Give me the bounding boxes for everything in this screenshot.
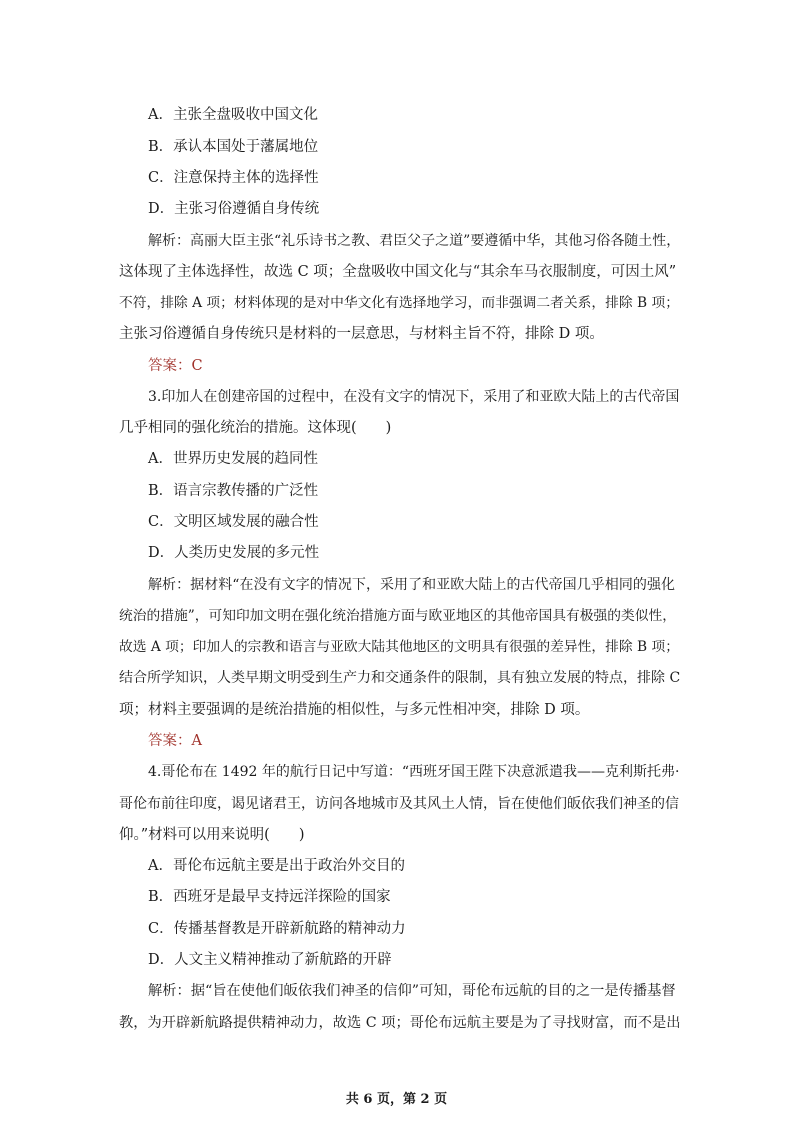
q3-analysis-line: 结合所学知识，人类早期文明受到生产力和交通条件的限制，具有独立发展的特点，排除 C bbox=[119, 670, 681, 686]
q2-analysis-line: 不符，排除 A 项；材料体现的是对中华文化有选择地学习，而非强调二者关系，排除 B 项； bbox=[119, 295, 680, 311]
q3-option-d: D．人类历史发展的多元性 bbox=[148, 545, 320, 561]
q4-stem-line: 4.哥伦布在 1492 年的航行日记中写道：“西班牙国王陛下决意派遣我——克利斯托弗· bbox=[148, 764, 680, 780]
q2-answer: 答案：C bbox=[148, 358, 203, 374]
q3-option-b: B．语言宗教传播的广泛性 bbox=[148, 483, 319, 499]
q3-option-c: C．文明区域发展的融合性 bbox=[148, 514, 319, 530]
q3-stem-line: 几乎相同的强化统治的措施。这体现( ) bbox=[119, 420, 392, 436]
q2-option-c: C．注意保持主体的选择性 bbox=[148, 170, 319, 186]
q4-analysis-line: 解析：据“旨在使他们皈依我们神圣的信仰”可知，哥伦布远航的目的之一是传播基督 bbox=[148, 983, 676, 999]
q3-answer: 答案：A bbox=[148, 733, 202, 749]
q4-stem-line: 哥伦布前往印度，谒见诸君王，访问各地城市及其风土人情，旨在使他们皈依我们神圣的信 bbox=[119, 796, 679, 812]
q3-analysis-line: 项；材料主要强调的是统治措施的相似性，与多元性相冲突，排除 D 项。 bbox=[119, 702, 590, 718]
q4-stem-line: 仰。”材料可以用来说明( ) bbox=[119, 827, 305, 843]
page-footer: 共 6 页，第 2 页 bbox=[345, 1092, 448, 1107]
q2-option-a: A．主张全盘吸收中国文化 bbox=[148, 107, 318, 123]
q4-option-d: D．人文主义精神推动了新航路的开辟 bbox=[148, 952, 392, 968]
q3-analysis-line: 解析：据材料“在没有文字的情况下，采用了和亚欧大陆上的古代帝国几乎相同的强化 bbox=[148, 577, 675, 593]
q4-option-a: A．哥伦布远航主要是出于政治外交目的 bbox=[148, 858, 405, 874]
q2-option-d: D．主张习俗遵循自身传统 bbox=[148, 201, 320, 217]
q4-option-c: C．传播基督教是开辟新航路的精神动力 bbox=[148, 921, 406, 937]
q2-option-b: B．承认本国处于藩属地位 bbox=[148, 139, 319, 155]
q2-analysis-line: 这体现了主体选择性，故选 C 项；全盘吸收中国文化与“其余车马衣服制度，可因土风” bbox=[119, 264, 677, 280]
q2-analysis-line: 主张习俗遵循自身传统只是材料的一层意思，与材料主旨不符，排除 D 项。 bbox=[119, 326, 604, 342]
q3-analysis-line: 统治的措施”，可知印加文明在强化统治措施方面与欧亚地区的其他帝国具有极强的类似性， bbox=[119, 608, 677, 624]
q4-option-b: B．西班牙是最早支持远洋探险的国家 bbox=[148, 889, 391, 905]
q3-analysis-line: 故选 A 项；印加人的宗教和语言与亚欧大陆其他地区的文明具有很强的差异性，排除 B 项； bbox=[119, 639, 680, 655]
q3-option-a: A．世界历史发展的趋同性 bbox=[148, 451, 318, 467]
q3-stem-line: 3.印加人在创建帝国的过程中，在没有文字的情况下，采用了和亚欧大陆上的古代帝国 bbox=[148, 389, 680, 405]
q4-analysis-line: 教，为开辟新航路提供精神动力，故选 C 项；哥伦布远航主要是为了寻找财富，而不是出 bbox=[119, 1015, 681, 1031]
q2-analysis-line: 解析：高丽大臣主张“礼乐诗书之教、君臣父子之道”要遵循中华，其他习俗各随土性， bbox=[148, 233, 681, 249]
